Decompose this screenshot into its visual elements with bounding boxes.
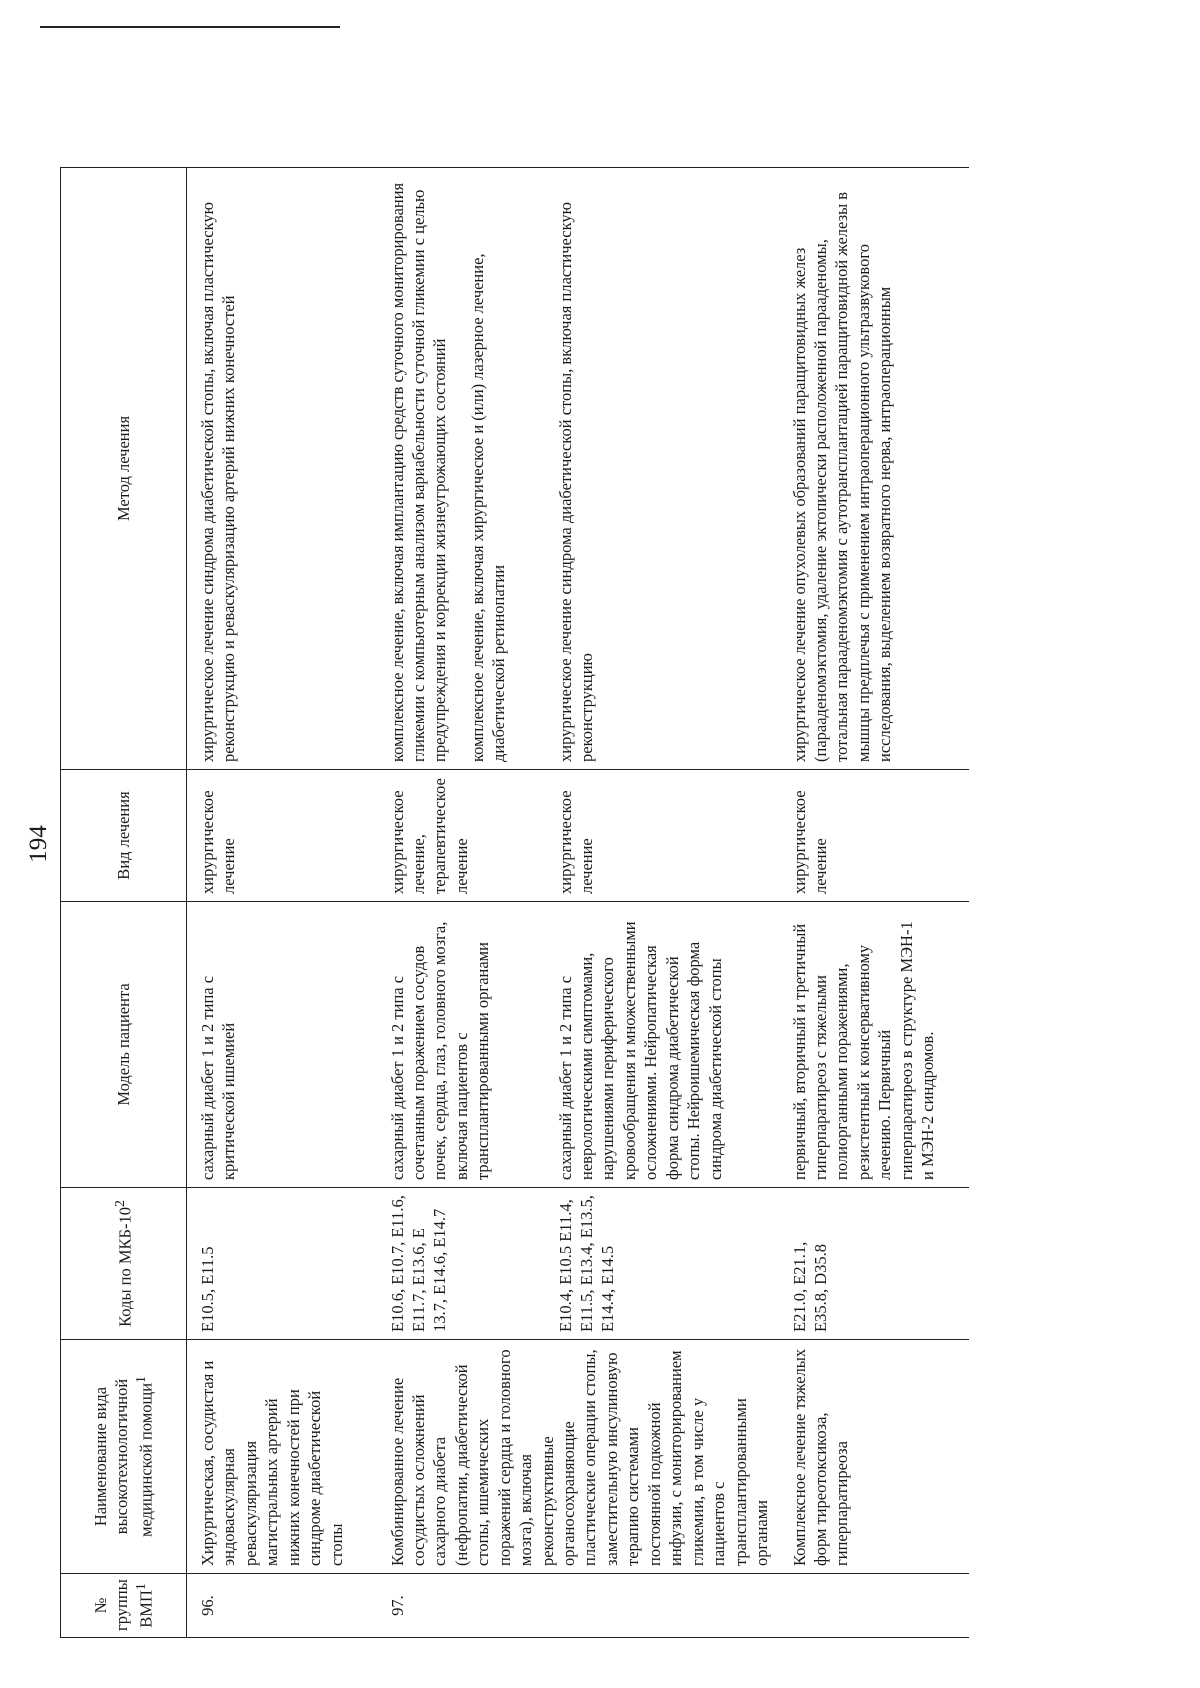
row-type: хирургическое лечение (545, 770, 779, 902)
row-name: Комбинированное лечение сосудистых осложнений сахарного диабета (нефропатии, диабетической стопы, ишемических поражений сердца и головного мозга), включая реконструктивные органосохраняющие пластические операции стопы, заместительную инсулиновую терапию системами постоянной подкожной инфузии, с мониторированием гликемии, в том числе у пациентов с трансплантированными органами (377, 1340, 779, 1574)
row-method: хирургическое лечение синдрома диабетической стопы, включая пластическую реконструкцию (545, 168, 779, 770)
row-codes: E10.5, E11.5 (187, 1188, 377, 1340)
row-type: хирургическое лечение (187, 770, 377, 902)
row-name: Хирургическая, сосудистая и эндоваскулярная реваскуляризация магистральных артерий нижних конечностей при синдроме диабетической стопы (187, 1340, 377, 1574)
method-text: комплексное лечение, включая хирургическое и (или) лазерное лечение, диабетической ретинопатии (467, 253, 509, 762)
header-method: Метод лечения (61, 168, 187, 770)
row-number: 96. (187, 1574, 377, 1638)
row-method: хирургическое лечение опухолевых образований паращитовидных желез (парааденомэктомия, удаление эктопически расположенной парааденомы, тотальная парааденомэктомия с аутотрансплантацией паращитовидной железы в мышцы предплечья с применением интраоперационного ультразвукового исследования, выделением возвратного нерва, интраоперационным (779, 168, 969, 770)
table-row (187, 168, 377, 1638)
row-method: хирургическое лечение синдрома диабетической стопы, включая пластическую реконструкцию и реваскуляризацию артерий нижних конечностей (187, 168, 377, 770)
header-name: Наименование вида высокотехнологичной медицинской помощи$^1$ (61, 1340, 187, 1574)
method-text: комплексное лечение, включая имплантацию средств суточного мониторирования гликемии с компьютерным анализом вариабельности суточной гликемии с целью предупреждения и коррекции жизнеугрожающих состояний (387, 182, 450, 762)
header-row (61, 168, 187, 1638)
row-model: сахарный диабет 1 и 2 типа с критической ишемией (187, 902, 377, 1188)
row-codes: E21.0, E21.1, E35.8, D35.8 (779, 1188, 969, 1340)
header-codes: Коды по МКБ-$10^2$ (61, 1188, 187, 1340)
row-number (779, 1574, 969, 1638)
header-model: Модель пациента (61, 902, 187, 1188)
row-method (377, 168, 545, 770)
header-group-no: № группы ВМП$^1$ (61, 1574, 187, 1638)
treatment-table (60, 167, 969, 1638)
row-model: первичный, вторичный и третичный гиперпаратиреоз с тяжелыми полиорганными поражениями, резистентный к консервативному лечению. Первичный гиперпаратиреоз в структуре МЭН-1 и МЭН-2 синдромов. (779, 902, 969, 1188)
row-name: Комплексное лечение тяжелых форм тиреотоксикоза, гиперпаратиреоза (779, 1340, 969, 1574)
footnote-rule (40, 27, 340, 29)
page-number: 194 (25, 825, 52, 863)
table-row (377, 168, 545, 1638)
row-model: сахарный диабет 1 и 2 типа с сочетанным поражением сосудов почек, сердца, глаз, головного мозга, включая пациентов с трансплантированными органами (377, 902, 545, 1188)
row-codes: E10.4, E10.5 E11.4, E11.5, E13.4, E13.5, E14.4, E14.5 (545, 1188, 779, 1340)
row-number: 97. (377, 1574, 779, 1638)
table-row (779, 168, 969, 1638)
header-type: Вид лечения (61, 770, 187, 902)
row-codes: E10.6, E10.7, E11.6, E11.7, E13.6, E 13.7, E14.6, E14.7 (377, 1188, 545, 1340)
row-model: сахарный диабет 1 и 2 типа с неврологическими симптомами, нарушениями периферического кровообращения и множественными осложнениями. Нейропатическая форма синдрома диабетической стопы. Нейроишемическая форма синдрома диабетической стопы (545, 902, 779, 1188)
row-type: хирургическое лечение, терапевтическое лечение (377, 770, 545, 902)
row-type: хирургическое лечение (779, 770, 969, 902)
